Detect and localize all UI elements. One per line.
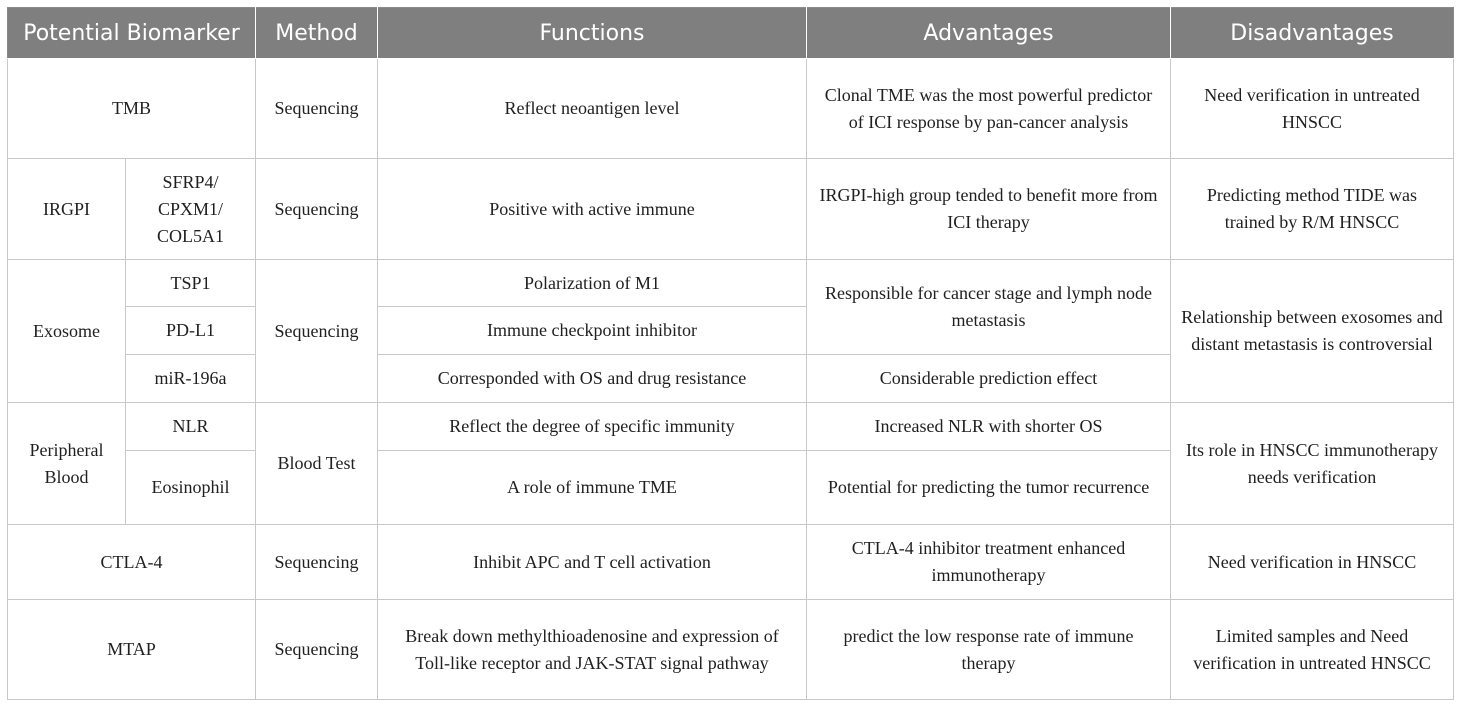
advantage-cell: Responsible for cancer stage and lymph node metastasis (807, 260, 1171, 355)
disadvantage-cell: Its role in HNSCC immunotherapy needs verification (1171, 403, 1454, 525)
advantage-cell: Potential for predicting the tumor recurrence (807, 451, 1171, 525)
sub-biomarker-cell: Eosinophil (126, 451, 256, 525)
disadvantage-cell: Need verification in HNSCC (1171, 525, 1454, 600)
sub-biomarker-cell: miR-196a (126, 355, 256, 403)
biomarker-group-cell: Peripheral Blood (8, 403, 126, 525)
advantage-cell: Clonal TME was the most powerful predictor of ICI response by pan-cancer analysis (807, 59, 1171, 159)
method-cell: Sequencing (256, 260, 378, 403)
disadvantage-cell: Need verification in untreated HNSCC (1171, 59, 1454, 159)
table-row (8, 600, 1454, 700)
biomarker-cell: TMB (8, 59, 256, 159)
header-potential-biomarker: Potential Biomarker (8, 8, 256, 59)
method-cell: Blood Test (256, 403, 378, 525)
method-cell: Sequencing (256, 600, 378, 700)
sub-biomarker-cell: TSP1 (126, 260, 256, 307)
method-cell: Sequencing (256, 525, 378, 600)
header-method: Method (256, 8, 378, 59)
function-cell: Immune checkpoint inhibitor (378, 307, 807, 355)
function-cell: Break down methylthioadenosine and expression of Toll-like receptor and JAK-STAT signal pathway (378, 600, 807, 700)
header-disadvantages: Disadvantages (1171, 8, 1454, 59)
header-functions: Functions (378, 8, 807, 59)
function-cell: Positive with active immune (378, 159, 807, 260)
disadvantage-cell: Predicting method TIDE was trained by R/M HNSCC (1171, 159, 1454, 260)
biomarker-group-cell: IRGPI (8, 159, 126, 260)
method-cell: Sequencing (256, 159, 378, 260)
sub-biomarker-cell: SFRP4/ CPXM1/ COL5A1 (126, 159, 256, 260)
advantage-cell: IRGPI-high group tended to benefit more from ICI therapy (807, 159, 1171, 260)
table-row (8, 159, 1454, 260)
table-row (8, 59, 1454, 159)
table-row (8, 403, 1454, 451)
biomarker-group-cell: Exosome (8, 260, 126, 403)
biomarker-table (7, 7, 1454, 700)
advantage-cell: predict the low response rate of immune therapy (807, 600, 1171, 700)
disadvantage-cell: Relationship between exosomes and distant metastasis is controversial (1171, 260, 1454, 403)
header-advantages: Advantages (807, 8, 1171, 59)
advantage-cell: Increased NLR with shorter OS (807, 403, 1171, 451)
advantage-cell: CTLA-4 inhibitor treatment enhanced immunotherapy (807, 525, 1171, 600)
advantage-cell: Considerable prediction effect (807, 355, 1171, 403)
sub-biomarker-cell: NLR (126, 403, 256, 451)
function-cell: Inhibit APC and T cell activation (378, 525, 807, 600)
function-cell: Polarization of M1 (378, 260, 807, 307)
function-cell: Reflect the degree of specific immunity (378, 403, 807, 451)
function-cell: A role of immune TME (378, 451, 807, 525)
sub-biomarker-cell: PD-L1 (126, 307, 256, 355)
biomarker-cell: MTAP (8, 600, 256, 700)
table-row (8, 260, 1454, 307)
function-cell: Reflect neoantigen level (378, 59, 807, 159)
disadvantage-cell: Limited samples and Need verification in untreated HNSCC (1171, 600, 1454, 700)
table-row (8, 525, 1454, 600)
header-row (8, 8, 1454, 59)
method-cell: Sequencing (256, 59, 378, 159)
function-cell: Corresponded with OS and drug resistance (378, 355, 807, 403)
biomarker-cell: CTLA-4 (8, 525, 256, 600)
